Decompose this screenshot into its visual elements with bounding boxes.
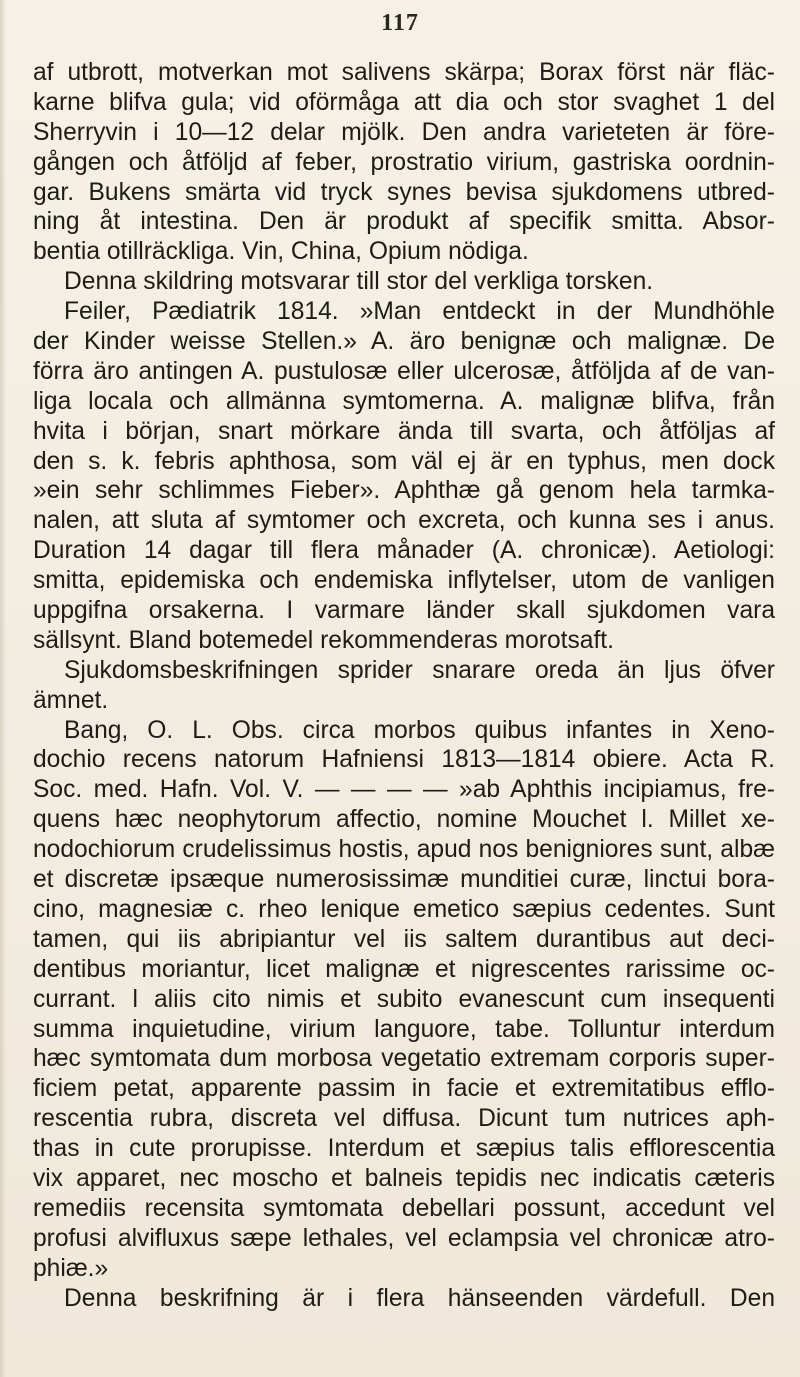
text-line: smitta, epidemiska och endemiska inflytelser, utom de vanligen — [33, 567, 775, 595]
body-text — [33, 58, 775, 1313]
text-line: förra äro antingen A. pustulosæ eller ulcerosæ, åtföljda af de van- — [33, 357, 775, 385]
text-line: Bang, O. L. Obs. circa morbos quibus infantes in Xeno- — [64, 716, 775, 744]
text-line: liga locala och allmänna symtomerna. A. malignæ blifva, från — [33, 387, 775, 415]
text-line: dochio recens natorum Hafniensi 1813—1814 obiere. Acta R. — [33, 746, 775, 774]
text-line: ämnet. — [33, 686, 109, 714]
text-line: vix apparet, nec moscho et balneis tepidis nec indicatis cæteris — [33, 1164, 775, 1192]
text-line: ning åt intestina. Den är produkt af specifik smitta. Absor- — [33, 208, 775, 236]
text-line: quens hæc neophytorum affectio, nomine Mouchet l. Millet xe- — [33, 806, 775, 834]
text-line: gar. Bukens smärta vid tryck synes bevisa sjukdomens utbred- — [33, 178, 775, 206]
text-line: uppgifna orsakerna. I varmare länder skall sjukdomen vara — [33, 597, 775, 625]
text-line: hvita i början, snart mörkare ända till svarta, och åtföljas af — [33, 417, 775, 445]
text-line: Denna skildring motsvarar till stor del verkliga torsken. — [64, 268, 654, 296]
text-line: Duration 14 dagar till flera månader (A. chronicæ). Aetiologi: — [33, 537, 775, 565]
text-line: phiæ.» — [33, 1254, 109, 1282]
text-line: Sjukdomsbeskrifningen sprider snarare oreda än ljus öfver — [64, 656, 775, 684]
text-line: summa inquietudine, virium languore, tabe. Tolluntur interdum — [33, 1015, 775, 1043]
text-line: gången och åtföljd af feber, prostratio virium, gastriska oordnin- — [33, 148, 775, 176]
text-line: nodochiorum crudelissimus hostis, apud nos benigniores sunt, albæ — [33, 836, 775, 864]
text-line: remediis recensita symtomata debellari possunt, accedunt vel — [33, 1194, 775, 1222]
text-line: bentia otillräckliga. Vin, China, Opium nödiga. — [33, 238, 529, 266]
text-line: cino, magnesiæ c. rheo lenique emetico sæpius cedentes. Sunt — [33, 895, 775, 923]
text-line: et discretæ ipsæque numerosissimæ munditiei curæ, linctui bora- — [33, 866, 775, 894]
text-line: Sherryvin i 10—12 delar mjölk. Den andra varieteten är före- — [33, 118, 775, 146]
text-line: der Kinder weisse Stellen.» A. äro benignæ och malignæ. De — [33, 328, 775, 356]
text-line: den s. k. febris aphthosa, som väl ej är en typhus, men dock — [33, 447, 775, 475]
text-line: currant. l aliis cito nimis et subito evanescunt cum insequenti — [33, 985, 775, 1013]
page-edge-shadow — [0, 0, 6, 1377]
text-line: tamen, qui iis abripiantur vel iis saltem durantibus aut deci- — [33, 925, 775, 953]
text-line: sällsynt. Bland botemedel rekommenderas morotsaft. — [33, 626, 614, 654]
text-line: thas in cute prorupisse. Interdum et sæpius talis efflorescentia — [33, 1135, 775, 1163]
text-line: rescentia rubra, discreta vel diffusa. Dicunt tum nutrices aph- — [33, 1105, 775, 1133]
text-line: ficiem petat, apparente passim in facie et extremitatibus efflo- — [33, 1075, 775, 1103]
text-line: profusi alvifluxus sæpe lethales, vel eclampsia vel chronicæ atro- — [33, 1224, 775, 1252]
text-line: karne blifva gula; vid oförmåga att dia och stor svaghet 1 del — [33, 88, 775, 116]
page-number: 117 — [381, 10, 419, 36]
text-line: »ein sehr schlimmes Fieber». Aphthæ gå genom hela tarmka- — [33, 477, 775, 505]
text-line: dentibus moriantur, licet malignæ et nigrescentes rarissime oc- — [33, 955, 775, 983]
text-line: Feiler, Pædiatrik 1814. »Man entdeckt in der Mundhöhle — [64, 298, 775, 326]
text-line: nalen, att sluta af symtomer och excreta, och kunna ses i anus. — [33, 507, 775, 535]
text-line: af utbrott, motverkan mot salivens skärpa; Borax först när fläc- — [33, 59, 775, 86]
text-line: Denna beskrifning är i flera hänseenden värdefull. Den — [64, 1284, 775, 1312]
text-line: hæc symtomata dum morbosa vegetatio extremam corporis super- — [33, 1045, 775, 1073]
text-line: Soc. med. Hafn. Vol. V. — — — — »ab Aphthis incipiamus, fre- — [33, 776, 775, 804]
